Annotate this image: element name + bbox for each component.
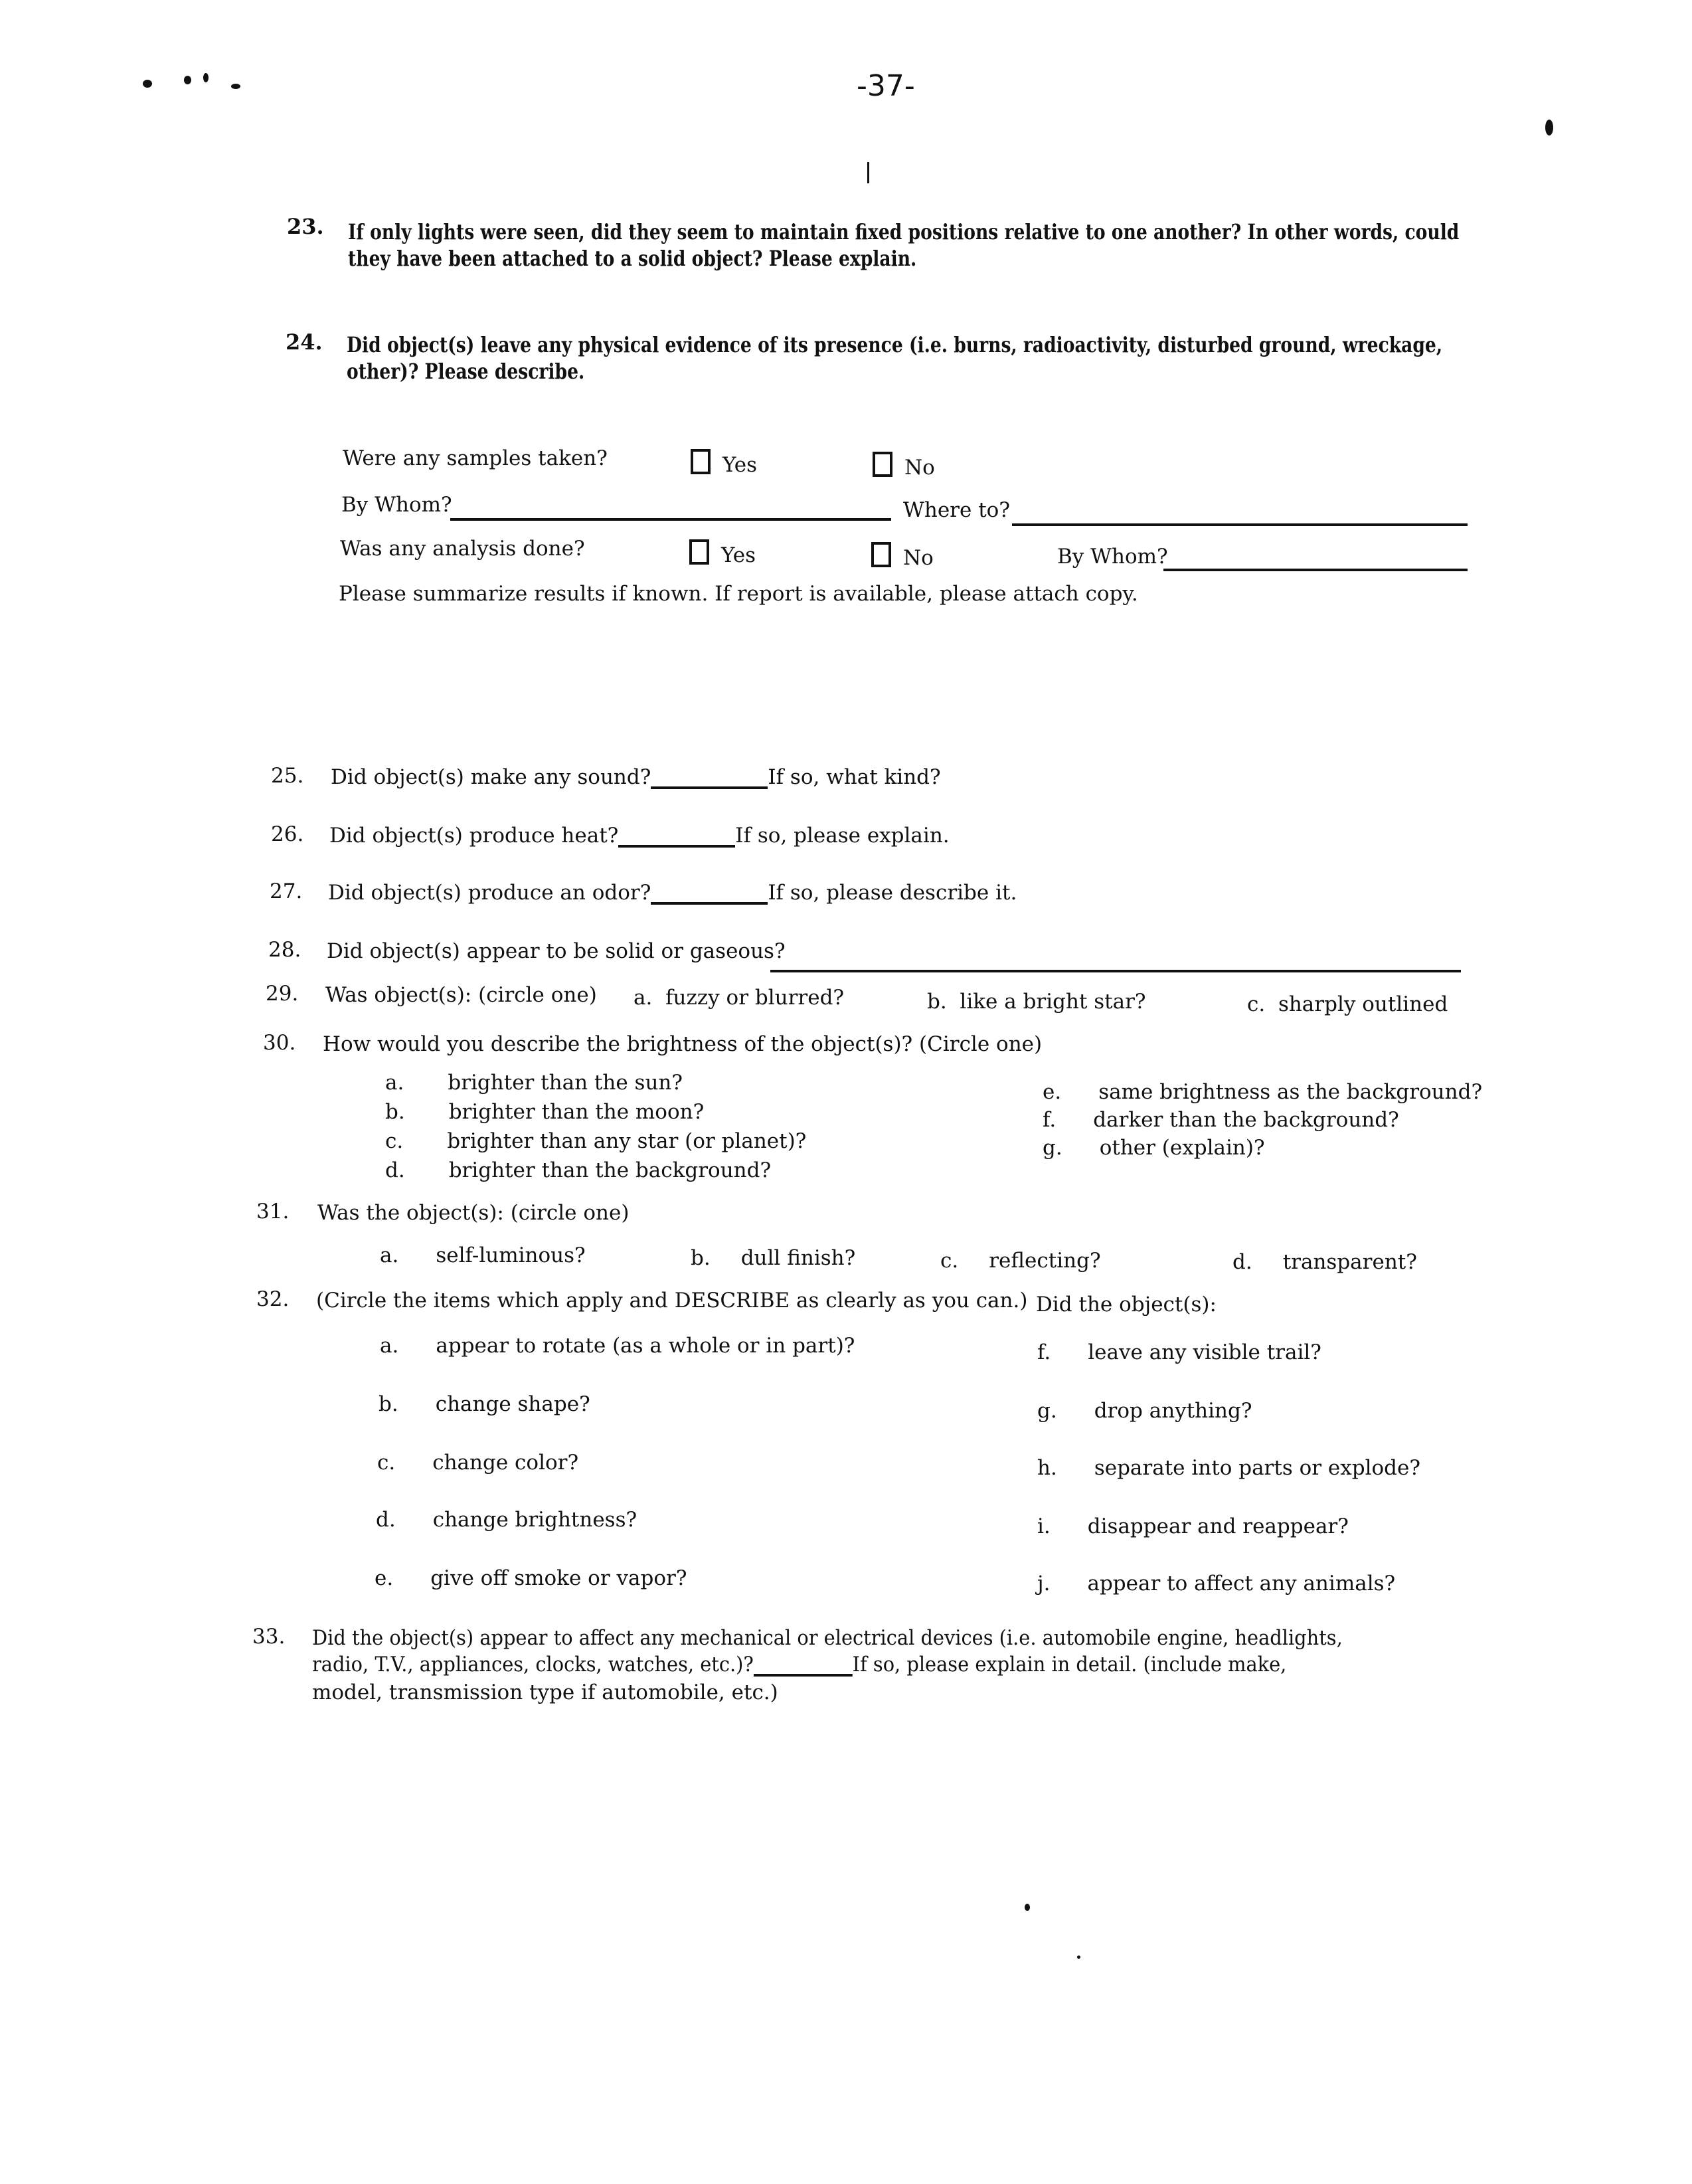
option-e[interactable] bbox=[1043, 1080, 1482, 1104]
option-b[interactable] bbox=[691, 1246, 855, 1270]
question-followup: If so, please explain. bbox=[735, 824, 950, 848]
option-c[interactable] bbox=[940, 1249, 1101, 1273]
option-b[interactable] bbox=[385, 1100, 704, 1124]
option-label: disappear and reappear? bbox=[1087, 1514, 1349, 1538]
option-c[interactable] bbox=[385, 1129, 806, 1153]
question-number: 24. bbox=[286, 329, 323, 355]
question-number: 28. bbox=[268, 938, 301, 962]
option-letter: c. bbox=[1247, 992, 1266, 1016]
samples-yes-option[interactable] bbox=[691, 449, 757, 477]
option-g[interactable] bbox=[1037, 1399, 1252, 1423]
answer-blank[interactable] bbox=[651, 882, 768, 905]
option-b[interactable] bbox=[379, 1392, 590, 1416]
option-g[interactable] bbox=[1043, 1136, 1265, 1160]
answer-line[interactable] bbox=[770, 970, 1461, 972]
no-label: No bbox=[904, 456, 935, 480]
analysis-label: Was any analysis done? bbox=[340, 537, 585, 561]
option-d[interactable] bbox=[376, 1508, 637, 1532]
option-label: brighter than the sun? bbox=[448, 1071, 683, 1095]
option-h[interactable] bbox=[1037, 1456, 1420, 1480]
option-letter: a. bbox=[380, 1334, 399, 1358]
question-prompt: Did object(s) produce an odor? bbox=[328, 881, 651, 905]
question-text: model, transmission type if automobile, etc.) bbox=[312, 1681, 778, 1704]
question-text bbox=[329, 824, 950, 848]
question-number: 32. bbox=[256, 1287, 290, 1311]
question-number: 25. bbox=[271, 764, 304, 788]
analysis-yes-checkbox[interactable] bbox=[689, 539, 709, 565]
scan-mark bbox=[867, 162, 869, 183]
question-text: Was object(s): (circle one) bbox=[325, 983, 597, 1007]
option-label: drop anything? bbox=[1094, 1399, 1252, 1423]
option-f[interactable] bbox=[1037, 1340, 1321, 1364]
by-whom-field[interactable] bbox=[450, 518, 891, 521]
question-subheader: Did the object(s): bbox=[1036, 1293, 1217, 1317]
option-d[interactable] bbox=[1232, 1250, 1417, 1274]
question-prompt: Did object(s) produce heat? bbox=[329, 824, 619, 848]
option-label: sharply outlined bbox=[1278, 992, 1448, 1016]
scan-speck bbox=[1025, 1904, 1030, 1911]
option-label: appear to affect any animals? bbox=[1087, 1572, 1396, 1595]
samples-no-option[interactable] bbox=[873, 452, 935, 480]
option-letter: c. bbox=[940, 1249, 959, 1273]
question-text: Was the object(s): (circle one) bbox=[317, 1201, 630, 1225]
scan-speck bbox=[203, 73, 209, 82]
option-letter: c. bbox=[377, 1451, 396, 1475]
option-letter: g. bbox=[1043, 1136, 1062, 1160]
option-letter: e. bbox=[1043, 1080, 1062, 1104]
option-letter: i. bbox=[1037, 1514, 1051, 1538]
yes-label: Yes bbox=[721, 543, 756, 567]
option-label: same brightness as the background? bbox=[1098, 1080, 1483, 1104]
analysis-by-whom-field[interactable] bbox=[1163, 569, 1468, 571]
option-label: like a bright star? bbox=[960, 990, 1146, 1014]
question-text: If only lights were seen, did they seem to maintain fixed positions relative to one another? In other words, could bbox=[348, 219, 1460, 244]
option-letter: g. bbox=[1037, 1399, 1057, 1423]
question-text: they have been attached to a solid object? Please explain. bbox=[348, 246, 917, 271]
question-number: 26. bbox=[271, 822, 304, 846]
option-label: reflecting? bbox=[989, 1249, 1101, 1273]
question-text: Did the object(s) appear to affect any mechanical or electrical devices (i.e. automobile engine, headlights, bbox=[312, 1626, 1343, 1650]
option-letter: f. bbox=[1037, 1340, 1051, 1364]
question-text: (Circle the items which apply and DESCRIBE as clearly as you can.) bbox=[316, 1289, 1028, 1313]
option-j[interactable] bbox=[1037, 1572, 1395, 1595]
option-label: change brightness? bbox=[432, 1508, 637, 1532]
scan-speck bbox=[143, 80, 152, 88]
analysis-by-whom-label: By Whom? bbox=[1057, 545, 1168, 569]
question-followup: If so, what kind? bbox=[768, 765, 941, 789]
question-number: 31. bbox=[256, 1200, 290, 1224]
question-prompt: radio, T.V., appliances, clocks, watches, etc.)? bbox=[312, 1653, 754, 1677]
question-number: 23. bbox=[287, 214, 324, 239]
answer-blank[interactable] bbox=[754, 1654, 853, 1677]
option-label: give off smoke or vapor? bbox=[430, 1566, 687, 1590]
option-letter: b. bbox=[927, 990, 947, 1014]
question-number: 33. bbox=[252, 1625, 286, 1649]
option-letter: f. bbox=[1043, 1108, 1057, 1132]
option-letter: d. bbox=[376, 1508, 396, 1532]
option-a[interactable] bbox=[634, 986, 844, 1010]
samples-yes-checkbox[interactable] bbox=[691, 449, 711, 474]
yes-label: Yes bbox=[722, 453, 758, 477]
answer-blank[interactable] bbox=[618, 825, 735, 848]
option-label: transparent? bbox=[1282, 1250, 1417, 1274]
option-i[interactable] bbox=[1037, 1514, 1349, 1538]
option-letter: a. bbox=[385, 1071, 404, 1095]
option-letter: e. bbox=[375, 1566, 394, 1590]
where-to-field[interactable] bbox=[1012, 523, 1468, 526]
option-label: other (explain)? bbox=[1099, 1136, 1265, 1160]
option-a[interactable] bbox=[380, 1243, 586, 1267]
question-number: 29. bbox=[266, 982, 299, 1006]
option-label: change shape? bbox=[435, 1392, 590, 1416]
option-label: leave any visible trail? bbox=[1088, 1340, 1321, 1364]
option-label: brighter than any star (or planet)? bbox=[447, 1129, 807, 1153]
question-number: 30. bbox=[263, 1031, 296, 1055]
option-c[interactable] bbox=[1247, 992, 1448, 1016]
question-number: 27. bbox=[270, 879, 303, 903]
option-label: fuzzy or blurred? bbox=[665, 986, 845, 1010]
option-label: brighter than the moon? bbox=[448, 1100, 705, 1124]
question-text bbox=[312, 1653, 1286, 1677]
no-label: No bbox=[903, 546, 934, 570]
page-number: -37- bbox=[857, 69, 915, 103]
question-prompt: Did object(s) make any sound? bbox=[331, 765, 651, 789]
option-letter: h. bbox=[1037, 1456, 1057, 1480]
option-letter: d. bbox=[1232, 1250, 1252, 1274]
option-letter: j. bbox=[1037, 1572, 1051, 1595]
scan-speck bbox=[184, 76, 191, 84]
option-a[interactable] bbox=[380, 1334, 855, 1358]
option-label: dull finish? bbox=[740, 1246, 856, 1270]
option-c[interactable] bbox=[377, 1451, 578, 1475]
option-e[interactable] bbox=[375, 1566, 687, 1590]
question-text bbox=[331, 765, 941, 789]
option-label: self-luminous? bbox=[436, 1243, 586, 1267]
option-label: appear to rotate (as a whole or in part)? bbox=[436, 1334, 855, 1358]
question-text: other)? Please describe. bbox=[347, 359, 585, 384]
scan-speck bbox=[1077, 1956, 1080, 1959]
question-text bbox=[328, 881, 1017, 905]
option-f[interactable] bbox=[1043, 1108, 1399, 1132]
question-text: Did object(s) appear to be solid or gaseous? bbox=[327, 939, 786, 963]
option-letter: a. bbox=[380, 1243, 399, 1267]
option-a[interactable] bbox=[385, 1071, 683, 1095]
option-label: brighter than the background? bbox=[448, 1158, 772, 1182]
summarize-instruction: Please summarize results if known. If report is available, please attach copy. bbox=[339, 582, 1138, 606]
question-followup: If so, please describe it. bbox=[768, 881, 1017, 905]
option-letter: b. bbox=[379, 1392, 398, 1416]
question-followup: If so, please explain in detail. (include make, bbox=[852, 1653, 1287, 1677]
question-text: How would you describe the brightness of the object(s)? (Circle one) bbox=[323, 1032, 1043, 1056]
option-letter: d. bbox=[385, 1158, 405, 1182]
scan-speck bbox=[1545, 120, 1553, 136]
option-letter: b. bbox=[385, 1100, 405, 1124]
option-label: darker than the background? bbox=[1093, 1108, 1399, 1132]
scan-speck bbox=[231, 84, 240, 89]
by-whom-label: By Whom? bbox=[341, 493, 452, 517]
analysis-no-checkbox[interactable] bbox=[871, 542, 891, 567]
where-to-label: Where to? bbox=[903, 498, 1010, 522]
option-letter: a. bbox=[634, 986, 653, 1010]
answer-blank[interactable] bbox=[651, 767, 768, 789]
question-text: Did object(s) leave any physical evidence of its presence (i.e. burns, radioactivity, disturbed ground, wreckage, bbox=[347, 332, 1443, 357]
analysis-no-option[interactable] bbox=[871, 542, 934, 570]
option-label: separate into parts or explode? bbox=[1094, 1456, 1420, 1480]
option-d[interactable] bbox=[385, 1158, 771, 1182]
option-label: change color? bbox=[432, 1451, 579, 1475]
option-letter: c. bbox=[385, 1129, 404, 1153]
option-b[interactable] bbox=[927, 990, 1146, 1014]
analysis-yes-option[interactable] bbox=[689, 539, 756, 567]
samples-no-checkbox[interactable] bbox=[873, 452, 892, 477]
option-letter: b. bbox=[691, 1246, 711, 1270]
samples-label: Were any samples taken? bbox=[343, 446, 608, 470]
